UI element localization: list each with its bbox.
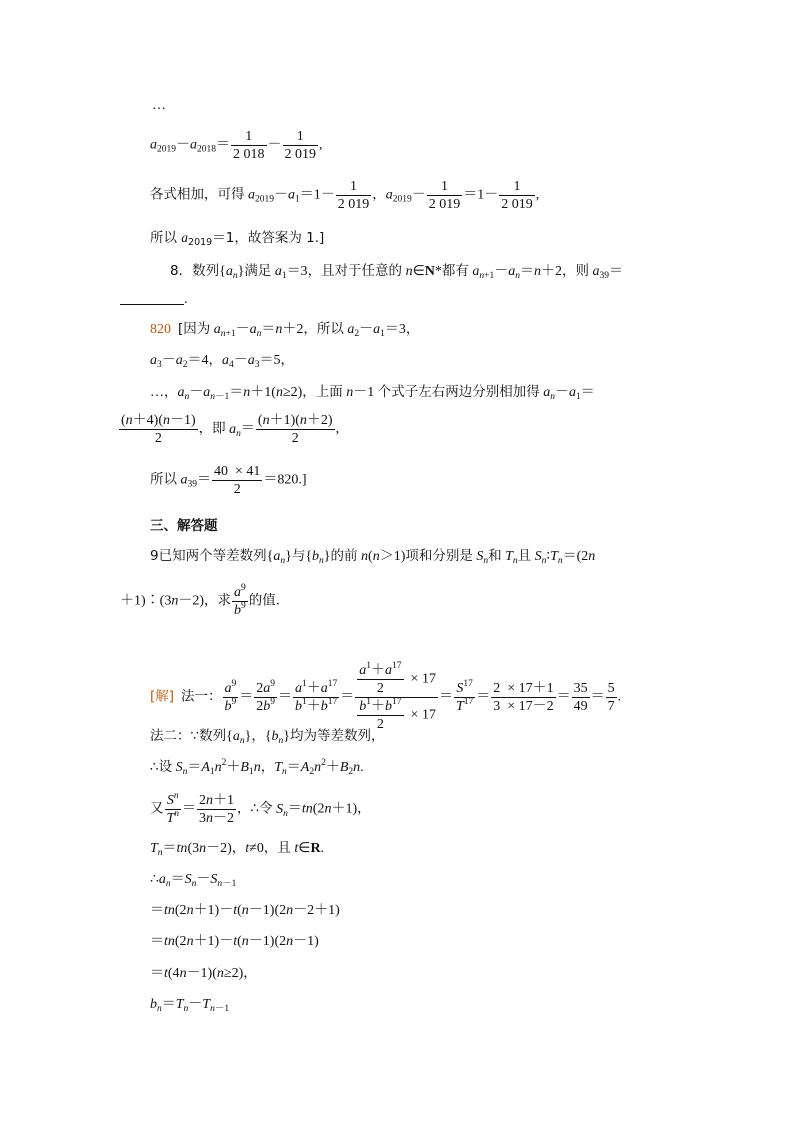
q8-solution-line-1: 820 [因为 $a_{n+1}-a_n=n+2$，所以 $a_2-a_1=3$，: [150, 321, 420, 339]
again-label: 又: [150, 800, 164, 817]
method-2-line-7: ＝tn(2n＋1)－t(n－1)(2n－1): [150, 934, 319, 949]
sum-prefix-text: 各式相加，可得: [150, 186, 245, 203]
q8-sum-text: 个式子左右两边分别相加得: [377, 384, 540, 400]
q8-answer: 820: [150, 322, 171, 337]
method-1-line: [解] 法一： $\frac{a^9}{b^9}$ ＝ $\frac{2a^9}{2b^9}$ ＝ $\frac{a^1+a^{17}}{b^1+b^{17}}$ ＝ $\frac{a^1+a^{17}}{2}$ × 17 $\frac{b^1+b^{17}}{2}$ × 17 ＝ $\frac{S^{17}}{T^{17}}$ ＝ $\frac{2 \times 17+1}{3 \times 17-2}$ ＝ $\frac{35}{49}$ ＝ $\frac{5}{7}$ .: [150, 661, 622, 732]
question-9-line-2: ＋1)∶(3n－2)，求 $\frac{a^9}{b^9}$ 的值．: [120, 583, 290, 618]
solution-conclusion: 所以 $a_{2019}=1$，故答案为 1.]: [150, 230, 325, 248]
q8-solution-line-3: …，$a_n-a_{n-1}=n+1(n\ge 2)$，上面 n－1 个式子左右两边分别相加得 $a_n-a_1=$: [150, 384, 595, 402]
let-label: ∴令: [250, 800, 273, 817]
method-2-line-8: ＝t(4n－1)(n≥2)，: [150, 965, 257, 981]
and-label: 且: [277, 840, 291, 856]
equation-a2019-a2018: $a_{2019}-a_{2018}=$ $\frac{1}{2 018}$ － $\frac{1}{2 019}$ ,: [150, 129, 323, 162]
sum-result-line: 各式相加，可得 $a_{2019}-a_1=1-$ $\frac{1}{2 019}$ ，$a_{2019}-$ $\frac{1}{2 019}$ ＝1－ $\frac{1}{2 019}$ ,: [150, 179, 540, 212]
q8-so-text: 所以: [150, 471, 177, 488]
method-2-line-3: 又 $\frac{S^n}{T^n}$ ＝ $\frac{2n+1}{3n-2}$ ，∴令 $S_n=tn(2n+1)$，: [150, 791, 371, 826]
method-2-label: 法二：: [150, 728, 191, 744]
set-label: ∴设: [150, 759, 173, 775]
question-9-line-1: 9已知两个等差数列$\{a_n\}$与$\{b_n\}$的前 n(n＞1)项和分别是 $S_n$和 $T_n$且 $S_n∶T_n=(2n$: [150, 548, 596, 566]
q8-solution-line-5: 所以 $a_{39}=$ $\frac{40 \times 41}{2}$ ＝820.]: [150, 464, 307, 497]
ellipsis-line: …: [152, 98, 166, 113]
solution-label: [解]: [150, 688, 175, 705]
section-3-title: 三、解答题: [150, 518, 218, 534]
method-2-line-4: $T_n=tn(3n-2)$，t≠0，且 t∈R.: [150, 840, 325, 858]
method-2-line-1: 法二：∵数列$\{a_n\}$，$\{b_n\}$均为等差数列，: [150, 728, 385, 746]
method-1-label: 法一：: [181, 688, 222, 705]
method-2-line-5: $\therefore a_n=S_n-S_{n-1}$: [150, 872, 237, 889]
q8-solution-line-4: $\frac{(n+4)(n-1)}{2}$ ，即 $a_n=$ $\frac{(n+1)(n+2)}{2}$ ,: [121, 413, 340, 446]
q8-solution-line-2: $a_3-a_2=4$，$a_4-a_3=5$，: [150, 352, 294, 370]
question-8-line-1: 8．数列$\{a_n\}$满足 $a_1=3$，且对于任意的 n∈N*都有 $a_{n+1}-a_n=n+2$，则 $a_{39}=$: [170, 263, 623, 281]
method-2-line-6: ＝tn(2n＋1)－t(n－1)(2n－2＋1): [150, 903, 340, 918]
q8-because-text: [因为: [178, 321, 211, 337]
method-2-line-9: $b_n=T_n-T_{n-1}$: [150, 997, 230, 1014]
method-2-line-2: ∴设 $S_n=A_1n^2+B_1n$，$T_n=A_2n^2+B_2n$.: [150, 758, 364, 777]
question-8-blank: .: [120, 290, 188, 310]
